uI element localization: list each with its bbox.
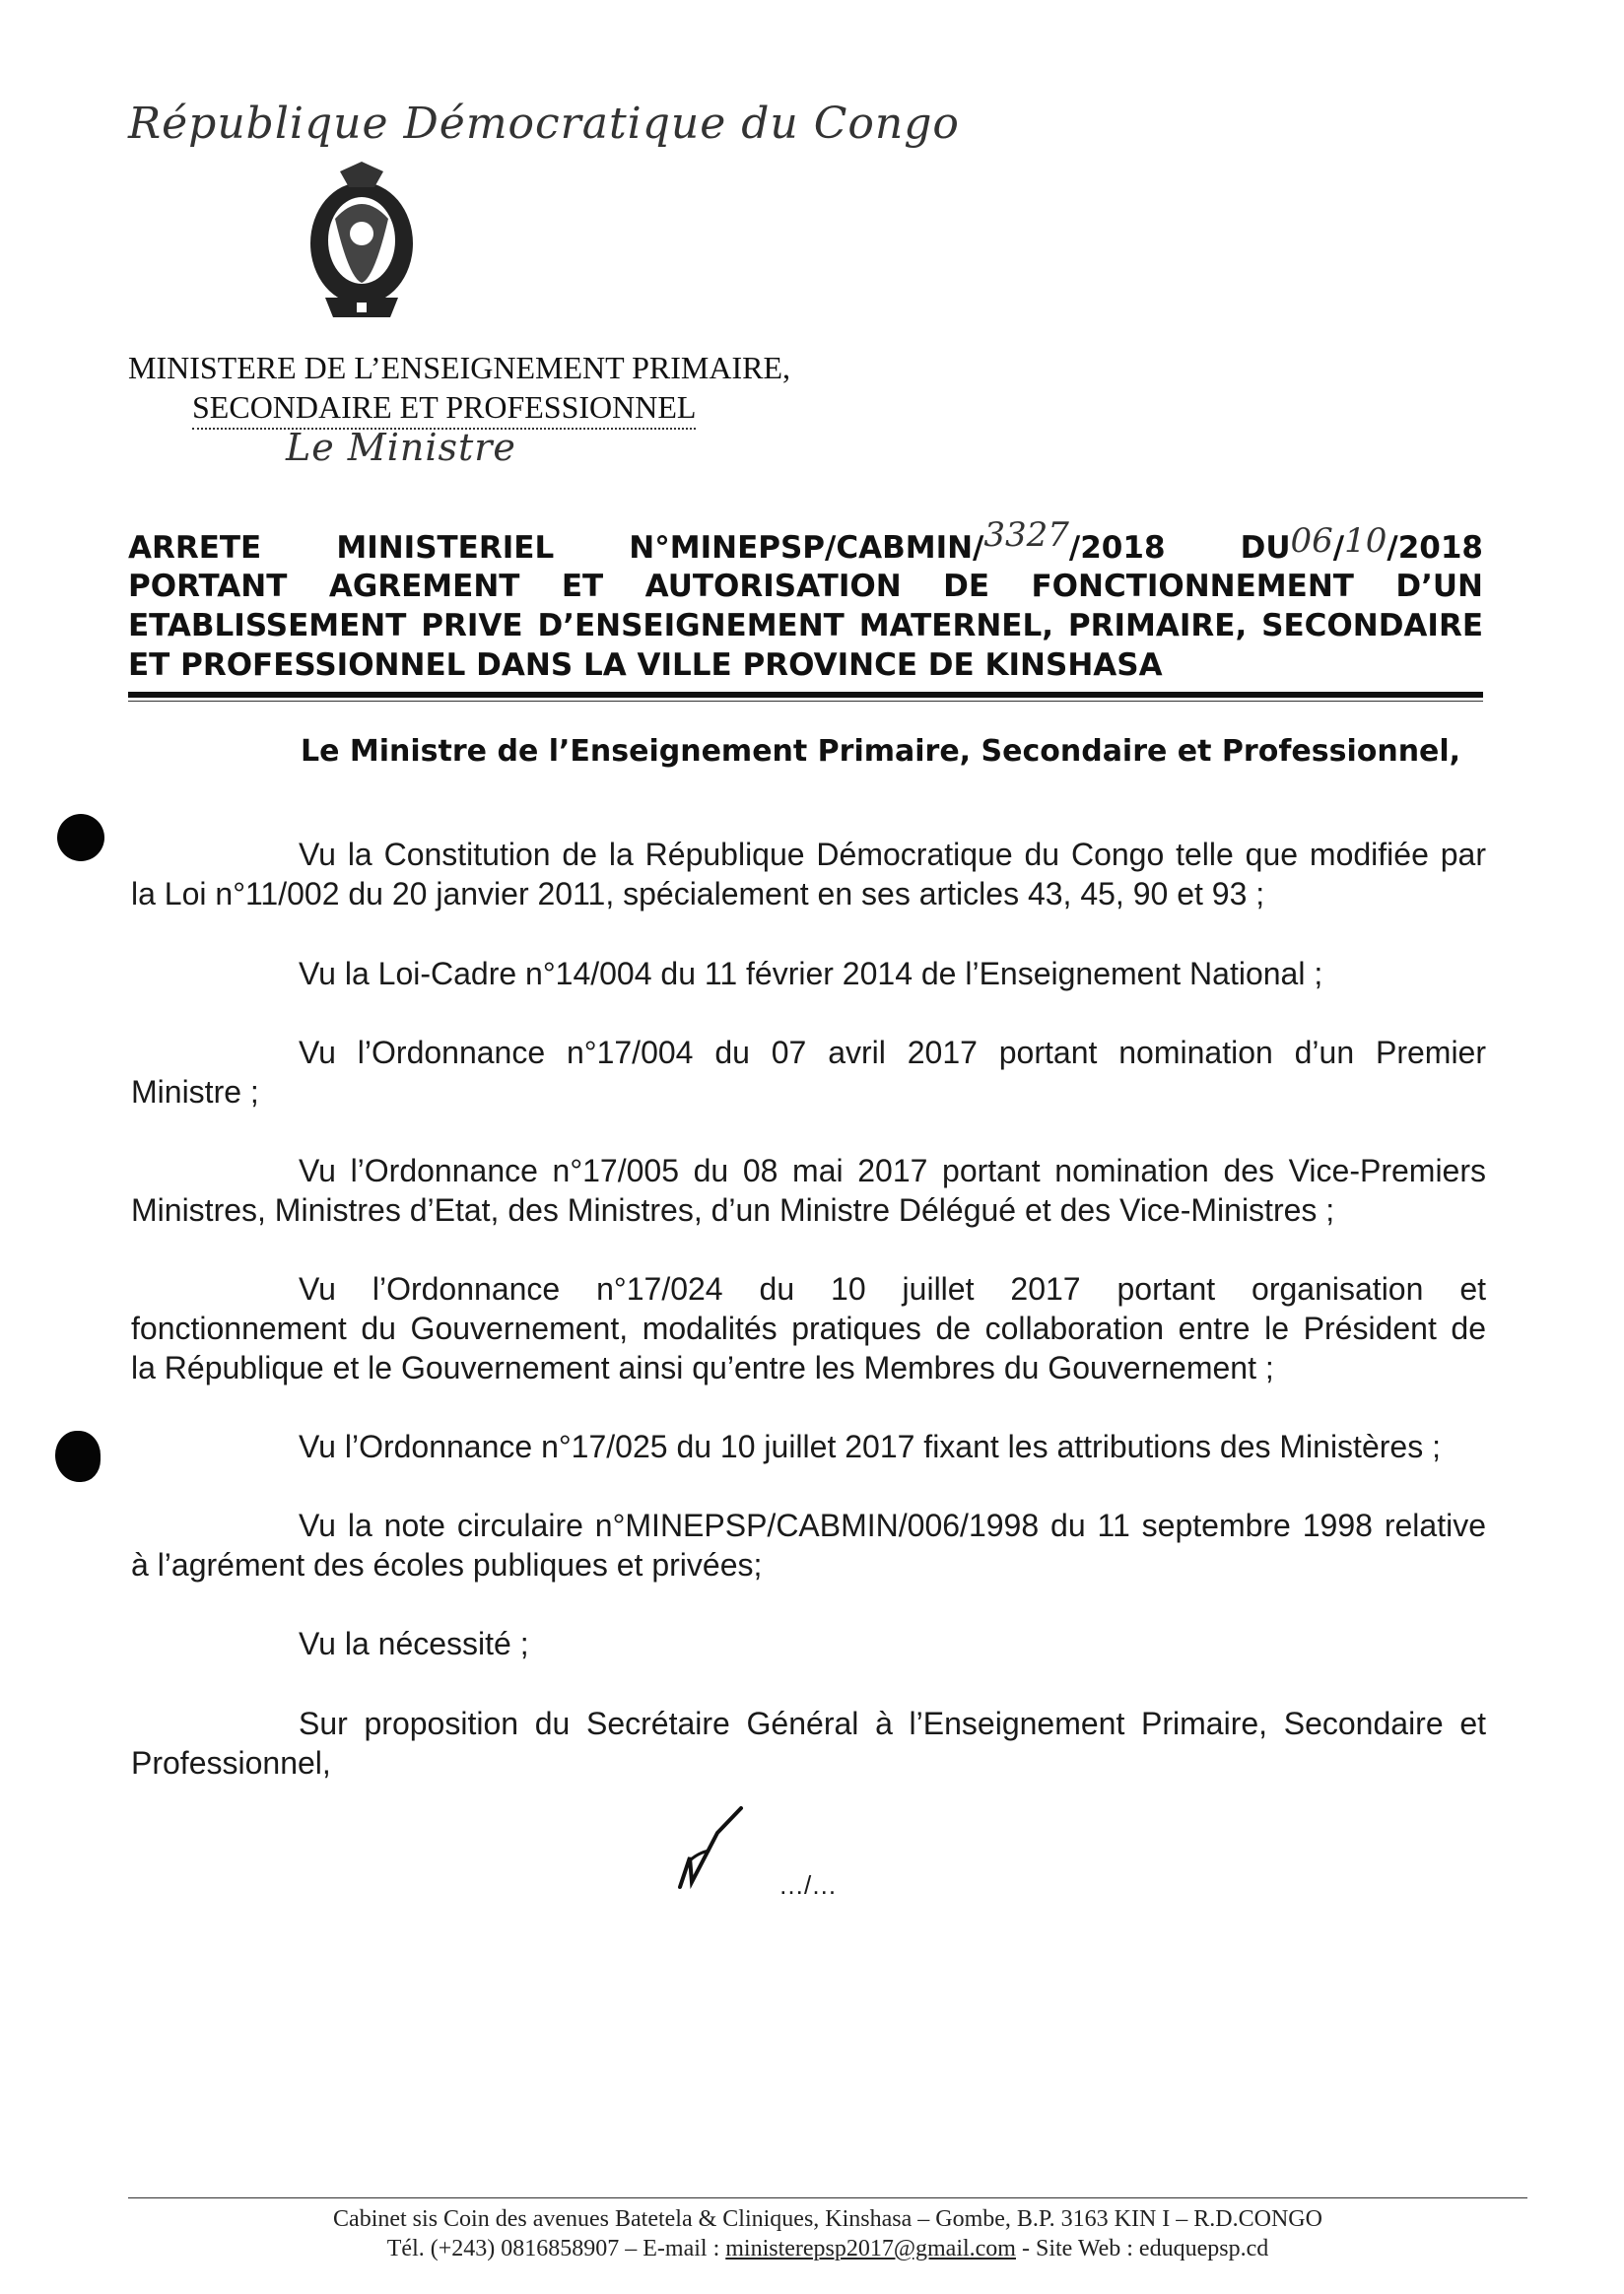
recital-continuation: la République et le Gouvernement ainsi qu’entre les Membres du Gouvernement ;: [131, 1350, 1274, 1385]
decree-number: 3327: [983, 515, 1069, 555]
decree-title-line-2: PORTANT AGREMENT ET AUTORISATION DE FONCTIONNEMENT D’UN: [128, 569, 1483, 604]
country-name: République Démocratique du Congo: [128, 99, 960, 149]
ministry-line-1: MINISTERE DE L’ENSEIGNEMENT PRIMAIRE,: [128, 350, 790, 385]
recital-continuation: Ministres, Ministres d’Etat, des Ministres, d’un Ministre Délégué et des Vice-Ministres ;: [131, 1192, 1335, 1228]
footer-phone: Tél. (+243) 0816858907 – E-mail :: [386, 2236, 726, 2261]
recital-continuation: à l’agrément des écoles publiques et privées;: [131, 1547, 763, 1583]
decree-prefix: ARRETE MINISTERIEL N°MINEPSP/CABMIN/: [128, 530, 984, 566]
footer-contact: [128, 2233, 1527, 2264]
decree-title-line-4: ET PROFESSIONNEL DANS LA VILLE PROVINCE DE KINSHASA: [128, 647, 1163, 683]
initials-signature: [670, 1803, 749, 1892]
recital-first-line: Sur proposition du Secrétaire Général à l’Enseignement Primaire, Secondaire et: [299, 1706, 1486, 1741]
footer-rule: [128, 2197, 1527, 2198]
recital-continuation: la Loi n°11/002 du 20 janvier 2011, spécialement en ses articles 43, 45, 90 et 93 ;: [131, 876, 1265, 911]
punch-hole: [57, 814, 104, 861]
coat-of-arms-emblem: [296, 160, 429, 332]
decree-title-line-3: ETABLISSEMENT PRIVE D’ENSEIGNEMENT MATERNEL, PRIMAIRE, SECONDAIRE: [128, 608, 1483, 643]
punch-hole: [55, 1431, 101, 1482]
recital-first-line: Vu l’Ordonnance n°17/005 du 08 mai 2017 portant nomination des Vice-Premiers: [299, 1153, 1486, 1188]
title-rule-thin: [128, 701, 1483, 702]
decree-year: /2018: [1387, 530, 1483, 566]
decree-day: 06: [1290, 521, 1333, 561]
footer-email-link[interactable]: ministerepsp2017@gmail.com: [725, 2236, 1016, 2261]
ministry-line-2: SECONDAIRE ET PROFESSIONNEL: [192, 389, 696, 430]
body-heading: Le Ministre de l’Enseignement Primaire, Secondaire et Professionnel,: [301, 734, 1461, 769]
recital-first-line: Vu la Loi-Cadre n°14/004 du 11 février 2014 de l’Enseignement National ;: [299, 956, 1323, 991]
decree-title-line-1: ARRETE MINISTERIEL N°MINEPSP/CABMIN/3327/2018 DU06/10/2018: [128, 515, 1483, 566]
recital-continuation: Professionnel,: [131, 1745, 331, 1781]
recital-first-line: Vu l’Ordonnance n°17/004 du 07 avril 2017 portant nomination d’un Premier: [299, 1035, 1486, 1070]
recital-continuation: fonctionnement du Gouvernement, modalités pratiques de collaboration entre le Président de: [131, 1311, 1486, 1346]
page-continuation-marker: …/…: [778, 1870, 838, 1900]
recital-first-line: Vu la note circulaire n°MINEPSP/CABMIN/006/1998 du 11 septembre 1998 relative: [299, 1508, 1486, 1543]
recital-first-line: Vu l’Ordonnance n°17/024 du 10 juillet 2017 portant organisation et: [299, 1271, 1486, 1307]
recital-first-line: Vu la nécessité ;: [299, 1626, 529, 1661]
decree-month: 10: [1344, 521, 1387, 561]
decree-year-sep: /2018 DU: [1068, 530, 1291, 566]
office-title: Le Ministre: [286, 426, 516, 469]
title-rule: [128, 692, 1483, 698]
footer-website: - Site Web : eduquepsp.cd: [1015, 2236, 1269, 2261]
footer-address: Cabinet sis Coin des avenues Batetela & Cliniques, Kinshasa – Gombe, B.P. 3163 KIN I – R.D.CONGO: [333, 2206, 1322, 2232]
recital-first-line: Vu l’Ordonnance n°17/025 du 10 juillet 2017 fixant les attributions des Ministères ;: [299, 1429, 1441, 1464]
recital-first-line: Vu la Constitution de la République Démocratique du Congo telle que modifiée par: [299, 837, 1486, 872]
recital-continuation: Ministre ;: [131, 1074, 259, 1110]
